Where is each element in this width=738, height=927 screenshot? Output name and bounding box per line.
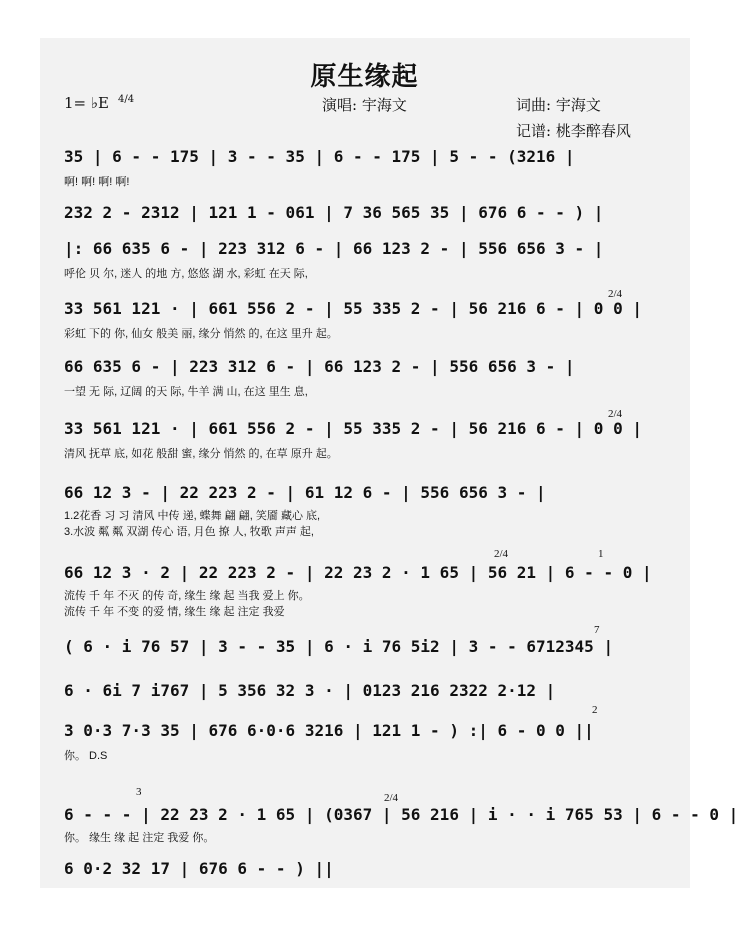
lyrics-line-8a: 流传 千 年 不灭 的传 奇, 缘生 缘 起 当我 爱上 你。 [64,590,310,602]
notation-line-10: 6 · 6i 7 i767 | 5 356 32 3 · | 0123 216 2322 2·12 | [64,681,556,700]
lyrics-line-7b: 3.水波 粼 粼 双湖 传心 语, 月色 撩 人, 牧歌 声声 起, [64,526,314,538]
volta-1: 1 [598,548,604,560]
singer-credit: 演唱: 宇海文 [322,96,407,114]
notation-line-4: 33 561 121 · | 661 556 2 - | 55 335 2 - | 56 216 6 - | 0 0 | [64,299,642,318]
notation-line-5: 66 635 6 - | 223 312 6 - | 66 123 2 - | 556 656 3 - | [64,357,575,376]
lyrics-line-11: 你。 D.S [64,750,108,762]
lyrics-line-3: 呼伦 贝 尔, 迷人 的地 方, 悠悠 湖 水, 彩虹 在天 际, [64,268,308,280]
notation-line-6: 33 561 121 · | 661 556 2 - | 55 335 2 - | 56 216 6 - | 0 0 | [64,419,642,438]
notation-line-13: 6 0·2 32 17 | 676 6 - - ) || [64,859,334,878]
lyrics-composer-credit: 词曲: 宇海文 [516,96,601,114]
notation-line-3: |: 66 635 6 - | 223 312 6 - | 66 123 2 - | 556 656 3 - | [64,239,604,258]
time-change-2-4: 2/4 [608,408,623,420]
lyrics-line-8b: 流传 千 年 不变 的爱 情, 缘生 缘 起 注定 我爱 [64,606,285,618]
bracket-3: 3 [136,786,142,798]
notation-line-12: 6 - - - | 22 23 2 · 1 65 | (0367 | 56 216 | i · · i 765 53 | 6 - - 0 | [64,805,738,824]
lyrics-line-7a: 1.2花香 习 习 清风 中传 递, 蝶舞 翩 翩, 笑靥 藏心 底, [64,510,321,522]
lyrics-line-12: 你。 缘生 缘 起 注定 我爱 你。 [64,832,215,844]
notation-line-9: ( 6 · i 76 57 | 3 - - 35 | 6 · i 76 5i2 | 3 - - 6712345 | [64,637,614,656]
key-signature: 1= ♭E [64,94,109,112]
lyrics-line-6: 清风 抚草 底, 如花 般甜 蜜, 缘分 悄然 的, 在草 原升 起。 [64,448,338,460]
lyrics-line-1: 啊! 啊! 啊! 啊! [64,176,130,188]
notation-line-8: 66 12 3 · 2 | 22 223 2 - | 22 23 2 · 1 65 | 56 21 | 6 - - 0 | [64,563,652,582]
notation-line-7: 66 12 3 - | 22 223 2 - | 61 12 6 - | 556 656 3 - | [64,483,546,502]
lyrics-line-5: 一望 无 际, 辽阔 的天 际, 牛羊 满 山, 在这 里生 息, [64,386,308,398]
notation-line-11: 3 0·3 7·3 35 | 676 6·0·6 3216 | 121 1 - ) :| 6 - 0 0 || [64,721,594,740]
transcriber-credit: 记谱: 桃李醉春风 [516,122,631,140]
lyrics-line-4: 彩虹 下的 你, 仙女 般美 丽, 缘分 悄然 的, 在这 里升 起。 [64,328,338,340]
volta-2: 2 [592,704,598,716]
time-signature: 4/4 [118,94,135,105]
time-change-2-4: 2/4 [494,548,509,560]
time-change-2-4: 2/4 [608,288,623,300]
notation-line-2: 232 2 - 2312 | 121 1 - 061 | 7 36 565 35 | 676 6 - - ) | [64,203,604,222]
septuplet-mark: 7 [594,624,600,636]
song-title: 原生缘起 [310,62,419,92]
notation-line-1: 35 | 6 - - 175 | 3 - - 35 | 6 - - 175 | 5 - - (3216 | [64,147,575,166]
time-change-2-4: 2/4 [384,792,399,804]
